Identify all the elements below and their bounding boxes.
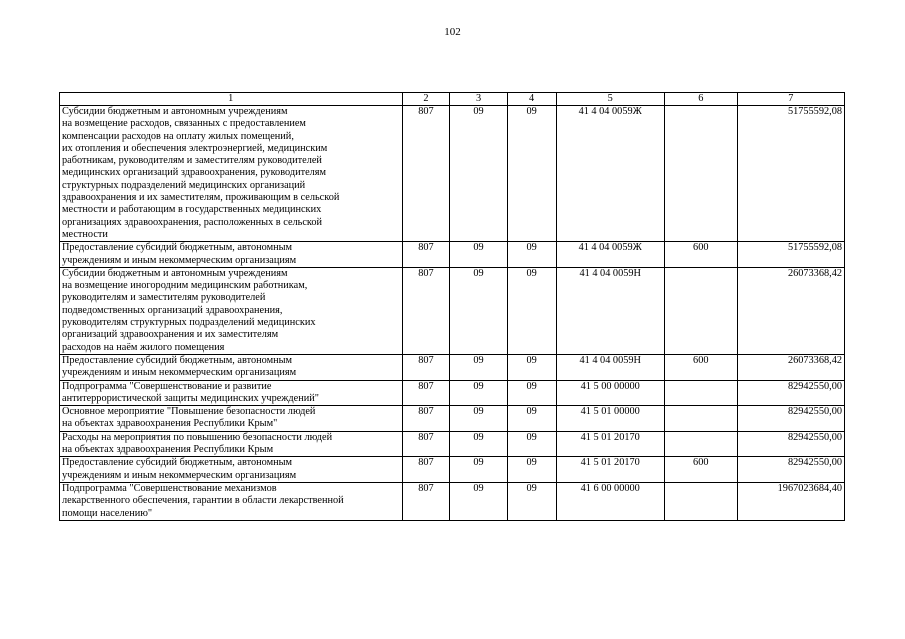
- table-row: [60, 431, 845, 457]
- row-target-code: 41 4 04 0059Ж: [556, 106, 664, 242]
- table-row: [60, 242, 845, 268]
- row-subsection-code: 09: [507, 242, 556, 268]
- row-ministry-code: 807: [402, 380, 450, 406]
- column-header: 6: [664, 93, 737, 106]
- row-subsection-code: 09: [507, 431, 556, 457]
- row-subsection-code: 09: [507, 457, 556, 483]
- row-description: Субсидии бюджетным и автономным учреждениям на возмещение иногородним медицинским работникам, руководителям и заместителям руководителей подведомственных организаций здравоохранения, руководителям структурных подразделений медицинских организаций здравоохранения и их заместителям расходов на наём жилого помещения: [60, 267, 403, 354]
- row-description: Предоставление субсидий бюджетным, автономным учреждениям и иным некоммерческим организациям: [60, 242, 403, 268]
- row-description: Подпрограмма "Совершенствование механизмов лекарственного обеспечения, гарантии в области лекарственной помощи населению": [60, 482, 403, 520]
- column-header: 3: [450, 93, 507, 106]
- row-description: Предоставление субсидий бюджетным, автономным учреждениям и иным некоммерческим организациям: [60, 354, 403, 380]
- row-amount: 82942550,00: [737, 431, 844, 457]
- row-ministry-code: 807: [402, 267, 450, 354]
- row-subsection-code: 09: [507, 482, 556, 520]
- row-ministry-code: 807: [402, 106, 450, 242]
- row-amount: 26073368,42: [737, 267, 844, 354]
- row-section-code: 09: [450, 482, 507, 520]
- column-header: 5: [556, 93, 664, 106]
- row-expense-type: [664, 267, 737, 354]
- budget-table: [59, 92, 845, 521]
- row-expense-type: 600: [664, 354, 737, 380]
- row-expense-type: [664, 106, 737, 242]
- table-header-row: [60, 93, 845, 106]
- row-expense-type: [664, 406, 737, 432]
- column-header: 7: [737, 93, 844, 106]
- table-row: [60, 482, 845, 520]
- table-row: [60, 106, 845, 242]
- row-ministry-code: 807: [402, 406, 450, 432]
- row-amount: 51755592,08: [737, 242, 844, 268]
- row-target-code: 41 4 04 0059Ж: [556, 242, 664, 268]
- row-target-code: 41 5 01 20170: [556, 457, 664, 483]
- column-header: 4: [507, 93, 556, 106]
- row-ministry-code: 807: [402, 482, 450, 520]
- row-target-code: 41 6 00 00000: [556, 482, 664, 520]
- row-amount: 26073368,42: [737, 354, 844, 380]
- row-description: Основное мероприятие "Повышение безопасности людей на объектах здравоохранения Республики Крым": [60, 406, 403, 432]
- row-section-code: 09: [450, 267, 507, 354]
- table-row: [60, 354, 845, 380]
- table-row: [60, 267, 845, 354]
- row-target-code: 41 5 01 00000: [556, 406, 664, 432]
- row-section-code: 09: [450, 354, 507, 380]
- row-ministry-code: 807: [402, 242, 450, 268]
- row-subsection-code: 09: [507, 406, 556, 432]
- row-target-code: 41 5 00 00000: [556, 380, 664, 406]
- row-description: Предоставление субсидий бюджетным, автономным учреждениям и иным некоммерческим организациям: [60, 457, 403, 483]
- table-row: [60, 380, 845, 406]
- row-target-code: 41 5 01 20170: [556, 431, 664, 457]
- row-ministry-code: 807: [402, 354, 450, 380]
- row-amount: 82942550,00: [737, 406, 844, 432]
- row-expense-type: 600: [664, 457, 737, 483]
- row-target-code: 41 4 04 0059Н: [556, 267, 664, 354]
- row-ministry-code: 807: [402, 457, 450, 483]
- row-subsection-code: 09: [507, 106, 556, 242]
- row-subsection-code: 09: [507, 380, 556, 406]
- table-row: [60, 406, 845, 432]
- row-description: Субсидии бюджетным и автономным учреждениям на возмещение расходов, связанных с предоставлением компенсации расходов на оплату жилых помещений, их отопления и обеспечения электроэнергией, медицинским работникам, руководителям и заместителям руководителей медицинских организаций здравоохранения, руководителям структурных подразделений медицинских организаций здравоохранения и их заместителям, проживающим в сельской местности и работающим в государственных медицинских организациях здравоохранения, расположенных в сельской местности: [60, 106, 403, 242]
- row-section-code: 09: [450, 106, 507, 242]
- column-header: 1: [60, 93, 403, 106]
- row-amount: 82942550,00: [737, 380, 844, 406]
- row-description: Подпрограмма "Совершенствование и развитие антитеррористической защиты медицинских учреждений": [60, 380, 403, 406]
- row-amount: 1967023684,40: [737, 482, 844, 520]
- row-ministry-code: 807: [402, 431, 450, 457]
- row-expense-type: 600: [664, 242, 737, 268]
- row-amount: 51755592,08: [737, 106, 844, 242]
- row-section-code: 09: [450, 242, 507, 268]
- page-number: 102: [444, 26, 461, 38]
- row-description: Расходы на мероприятия по повышению безопасности людей на объектах здравоохранения Республики Крым: [60, 431, 403, 457]
- row-expense-type: [664, 431, 737, 457]
- row-section-code: 09: [450, 406, 507, 432]
- row-expense-type: [664, 380, 737, 406]
- row-section-code: 09: [450, 380, 507, 406]
- column-header: 2: [402, 93, 450, 106]
- row-section-code: 09: [450, 431, 507, 457]
- table-row: [60, 457, 845, 483]
- row-subsection-code: 09: [507, 267, 556, 354]
- row-subsection-code: 09: [507, 354, 556, 380]
- row-expense-type: [664, 482, 737, 520]
- row-target-code: 41 4 04 0059Н: [556, 354, 664, 380]
- row-section-code: 09: [450, 457, 507, 483]
- row-amount: 82942550,00: [737, 457, 844, 483]
